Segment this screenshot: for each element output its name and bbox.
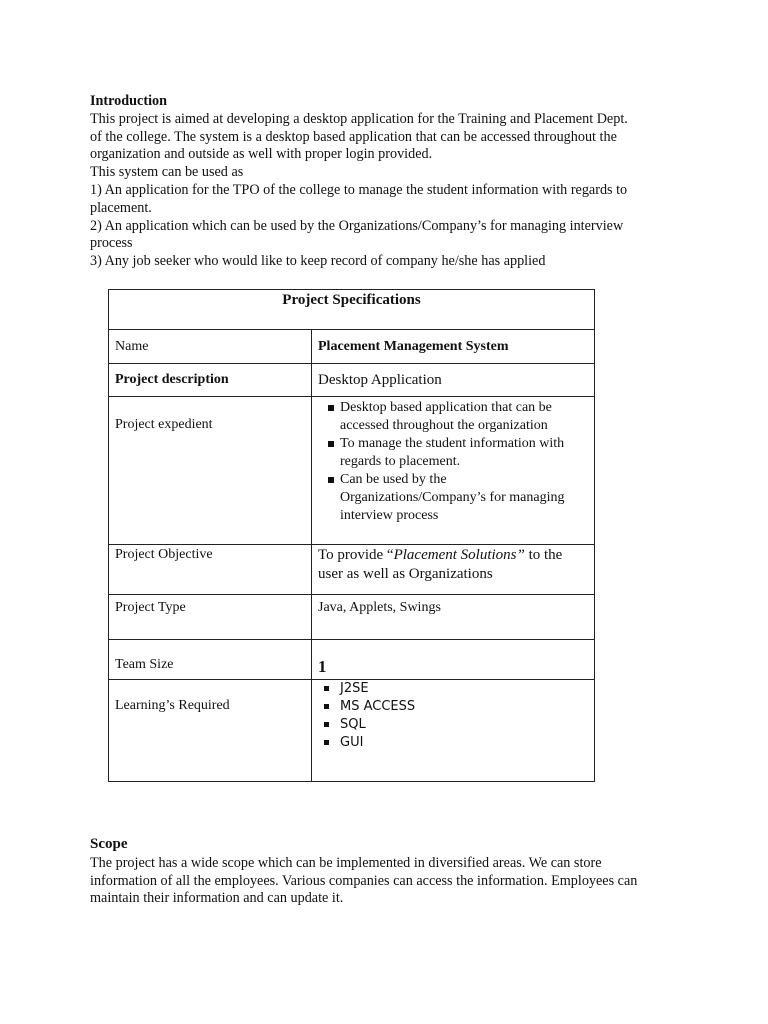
expedient-label: Project expedient <box>109 397 312 545</box>
square-bullet-icon <box>324 722 329 727</box>
name-value: Placement Management System <box>312 330 595 364</box>
objective-value: To provide “Placement Solutions” to the user as well as Organizations <box>312 545 595 595</box>
list-item: SQL <box>318 716 588 734</box>
scope-line: The project has a wide scope which can be implemented in diversified areas. We can store <box>90 854 602 871</box>
intro-line: placement. <box>90 199 152 216</box>
intro-line: 3) Any job seeker who would like to keep record of company he/she has applied <box>90 253 546 270</box>
table-row <box>109 595 595 640</box>
intro-line: This system can be used as <box>90 164 244 181</box>
name-label: Name <box>109 330 312 364</box>
learning-value <box>312 680 595 782</box>
type-value: Java, Applets, Swings <box>312 595 595 640</box>
objective-emphasis: Placement Solutions” <box>393 547 525 563</box>
list-item: Desktop based application that can be accessed throughout the organization <box>318 399 588 435</box>
intro-line: 2) An application which can be used by the Organizations/Company’s for managing interview <box>90 217 624 234</box>
list-item: GUI <box>318 734 588 752</box>
intro-line: process <box>90 235 133 252</box>
intro-line: organization and outside as well with proper login provided. <box>90 146 433 163</box>
table-row <box>109 397 595 545</box>
objective-label: Project Objective <box>109 545 312 595</box>
list-item: Can be used by the Organizations/Company’s for managing interview process <box>318 471 588 525</box>
list-item: MS ACCESS <box>318 698 588 716</box>
table-row <box>109 640 595 680</box>
scope-line: information of all the employees. Various companies can access the information. Employees can <box>90 872 638 889</box>
square-bullet-icon <box>328 441 334 447</box>
table-row <box>109 290 595 330</box>
list-item: To manage the student information with regards to placement. <box>318 435 588 471</box>
intro-line: 1) An application for the TPO of the college to manage the student information with regards to <box>90 181 628 198</box>
description-value: Desktop Application <box>312 364 595 397</box>
team-size-label: Team Size <box>109 640 312 680</box>
expedient-list <box>318 399 588 525</box>
scope-heading: Scope <box>90 836 128 852</box>
square-bullet-icon <box>324 686 329 691</box>
square-bullet-icon <box>324 740 329 745</box>
square-bullet-icon <box>328 405 334 411</box>
team-size-value: 1 <box>312 640 595 680</box>
table-row <box>109 330 595 364</box>
introduction-section <box>90 93 680 271</box>
square-bullet-icon <box>328 477 334 483</box>
type-label: Project Type <box>109 595 312 640</box>
list-item: J2SE <box>318 680 588 698</box>
introduction-heading: Introduction <box>90 93 167 109</box>
table-row <box>109 364 595 397</box>
scope-line: maintain their information and can update it. <box>90 890 344 907</box>
learning-list <box>318 680 588 752</box>
learning-label: Learning’s Required <box>109 680 312 782</box>
table-row <box>109 545 595 595</box>
scope-section <box>90 836 690 908</box>
square-bullet-icon <box>324 704 329 709</box>
table-row <box>109 680 595 782</box>
intro-line: This project is aimed at developing a desktop application for the Training and Placement Dept. <box>90 110 628 127</box>
intro-line: of the college. The system is a desktop based application that can be accessed throughout the <box>90 128 617 145</box>
project-specifications-table <box>108 289 595 782</box>
table-title: Project Specifications <box>109 290 595 330</box>
description-label: Project description <box>109 364 312 397</box>
expedient-value <box>312 397 595 545</box>
